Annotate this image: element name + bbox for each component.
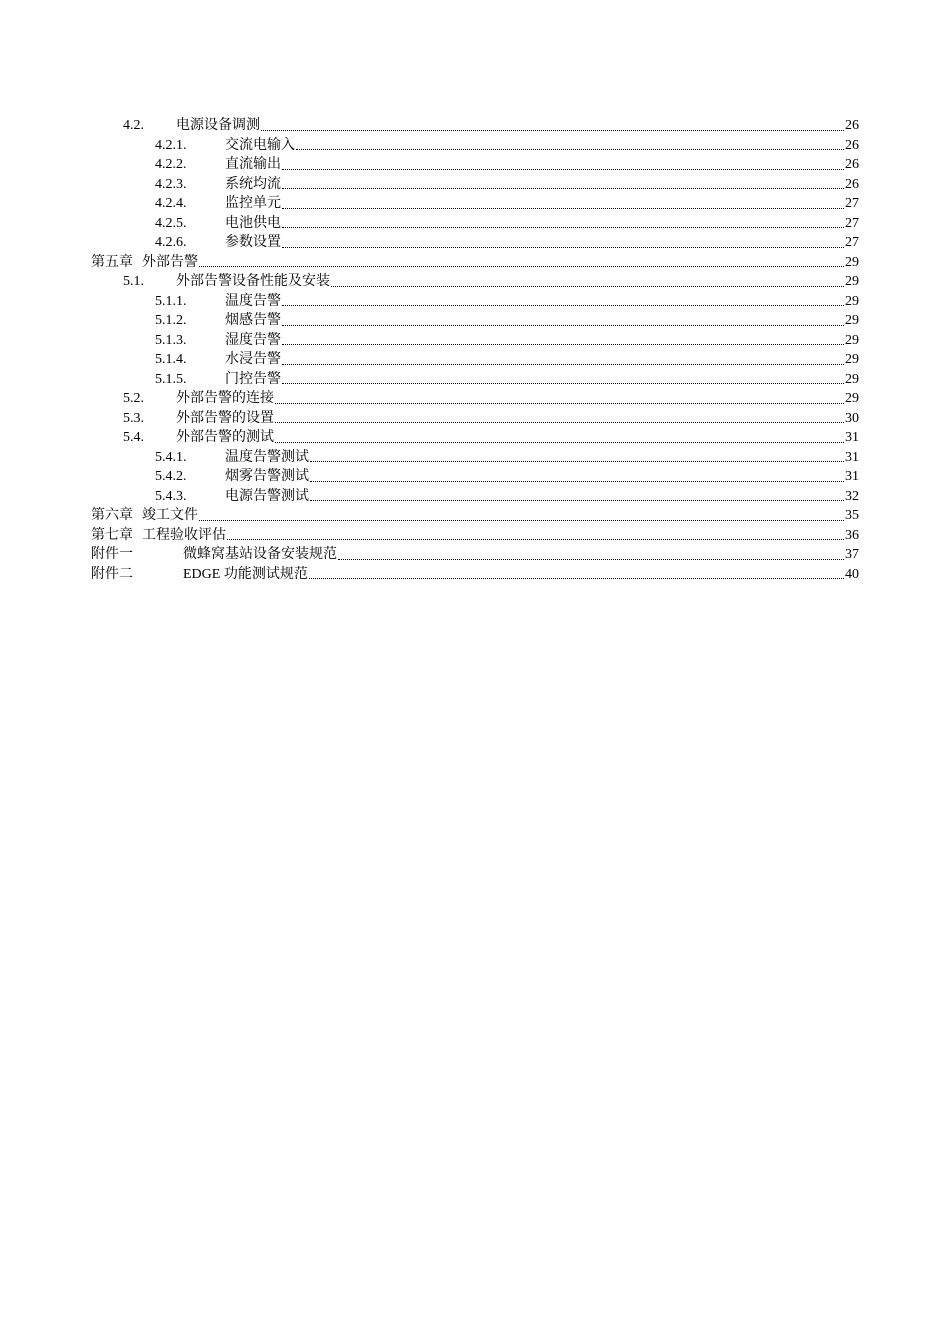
dot-leader bbox=[275, 422, 844, 423]
toc-entry-title: 微蜂窝基站设备安装规范 bbox=[183, 547, 337, 562]
toc-entry[interactable] bbox=[91, 389, 859, 409]
dot-leader bbox=[275, 442, 844, 443]
toc-entry[interactable] bbox=[91, 448, 859, 468]
toc-entry-page-number: 32 bbox=[845, 488, 859, 504]
toc-entry-number: 5.1.5. bbox=[155, 371, 187, 387]
dot-leader bbox=[199, 266, 844, 267]
toc-entry-title: 外部告警的连接 bbox=[176, 391, 274, 406]
toc-entry-page-number: 29 bbox=[845, 391, 859, 406]
toc-entry-title: 交流电输入 bbox=[225, 137, 295, 153]
toc-entry-page-number: 29 bbox=[845, 352, 859, 367]
toc-entry-page-number: 29 bbox=[845, 293, 859, 309]
toc-entry-title: 电源设备调测 bbox=[176, 118, 260, 133]
dot-leader bbox=[227, 539, 844, 540]
toc-entry-title: 水浸告警 bbox=[225, 352, 281, 367]
toc-entry-title: 温度告警测试 bbox=[225, 449, 309, 465]
toc-entry-page-number: 37 bbox=[845, 547, 859, 562]
toc-entry-number: 5.4.2. bbox=[155, 469, 187, 484]
toc-entry[interactable] bbox=[91, 155, 859, 175]
toc-entry-number: 4.2.1. bbox=[155, 137, 187, 153]
toc-entry-number: 5.1. bbox=[123, 274, 144, 289]
toc-entry-number: 附件一 bbox=[91, 547, 133, 562]
toc-entry-page-number: 26 bbox=[845, 137, 859, 153]
toc-entry-title: 工程验收评估 bbox=[142, 527, 226, 543]
toc-entry-number: 5.1.2. bbox=[155, 313, 187, 328]
toc-entry-page-number: 26 bbox=[845, 176, 859, 192]
dot-leader bbox=[282, 305, 844, 306]
dot-leader bbox=[310, 461, 844, 462]
toc-entry-title: 外部告警的设置 bbox=[176, 410, 274, 426]
toc-entry-title: 温度告警 bbox=[225, 293, 281, 309]
toc-entry-number: 4.2.6. bbox=[155, 235, 187, 250]
toc-entry-title: 竣工文件 bbox=[142, 508, 198, 523]
toc-entry[interactable] bbox=[91, 467, 859, 487]
dot-leader bbox=[282, 364, 844, 365]
toc-entry-page-number: 31 bbox=[845, 449, 859, 465]
toc-entry-number: 5.4. bbox=[123, 430, 144, 445]
dot-leader bbox=[282, 188, 844, 189]
toc-entry-number: 5.4.3. bbox=[155, 488, 187, 504]
toc-entry[interactable] bbox=[91, 487, 859, 507]
toc-entry-page-number: 27 bbox=[845, 215, 859, 231]
dot-leader bbox=[309, 578, 844, 579]
toc-entry-number: 4.2. bbox=[123, 118, 144, 133]
toc-entry[interactable] bbox=[91, 214, 859, 234]
dot-leader bbox=[282, 208, 844, 209]
toc-entry-number: 4.2.2. bbox=[155, 157, 187, 172]
dot-leader bbox=[282, 227, 844, 228]
toc-entry[interactable] bbox=[91, 233, 859, 253]
toc-entry-title: 系统均流 bbox=[225, 176, 281, 192]
toc-entry-page-number: 27 bbox=[845, 196, 859, 211]
toc-entry-title: 门控告警 bbox=[225, 371, 281, 387]
toc-entry-page-number: 40 bbox=[845, 566, 859, 582]
table-of-contents bbox=[91, 116, 859, 584]
dot-leader bbox=[282, 344, 844, 345]
dot-leader bbox=[331, 286, 844, 287]
dot-leader bbox=[275, 403, 844, 404]
toc-entry-page-number: 30 bbox=[845, 410, 859, 426]
dot-leader bbox=[338, 559, 844, 560]
toc-entry-number: 5.3. bbox=[123, 410, 144, 426]
toc-entry-number: 4.2.5. bbox=[155, 215, 187, 231]
toc-entry-number: 4.2.3. bbox=[155, 176, 187, 192]
toc-entry-title: 外部告警设备性能及安装 bbox=[176, 274, 330, 289]
toc-entry-page-number: 27 bbox=[845, 235, 859, 250]
toc-entry-title: 烟感告警 bbox=[225, 313, 281, 328]
toc-entry-number: 4.2.4. bbox=[155, 196, 187, 211]
toc-entry-number: 5.4.1. bbox=[155, 449, 187, 465]
toc-entry[interactable] bbox=[91, 194, 859, 214]
toc-entry-number: 5.1.1. bbox=[155, 293, 187, 309]
toc-entry-number: 5.1.4. bbox=[155, 352, 187, 367]
toc-entry-title: 直流输出 bbox=[225, 157, 281, 172]
toc-entry[interactable] bbox=[91, 292, 859, 312]
toc-entry-page-number: 29 bbox=[845, 371, 859, 387]
dot-leader bbox=[282, 325, 844, 326]
toc-entry-page-number: 29 bbox=[845, 332, 859, 348]
toc-entry[interactable] bbox=[91, 506, 859, 526]
toc-entry-title: 电源告警测试 bbox=[225, 488, 309, 504]
toc-entry-title: 外部告警的测试 bbox=[176, 430, 274, 445]
dot-leader bbox=[296, 149, 844, 150]
toc-entry[interactable] bbox=[91, 311, 859, 331]
toc-entry-title: 湿度告警 bbox=[225, 332, 281, 348]
dot-leader bbox=[282, 247, 844, 248]
toc-entry-title: 监控单元 bbox=[225, 196, 281, 211]
toc-entry-page-number: 29 bbox=[845, 254, 859, 270]
toc-entry-page-number: 29 bbox=[845, 313, 859, 328]
toc-entry[interactable] bbox=[91, 370, 859, 390]
toc-entry-number: 5.2. bbox=[123, 391, 144, 406]
dot-leader bbox=[282, 383, 844, 384]
toc-entry-number: 第五章 bbox=[91, 254, 133, 270]
toc-entry-number: 第七章 bbox=[91, 527, 133, 543]
toc-entry[interactable] bbox=[91, 136, 859, 156]
toc-entry-title: 外部告警 bbox=[142, 254, 198, 270]
toc-entry[interactable] bbox=[91, 175, 859, 195]
toc-entry-page-number: 31 bbox=[845, 469, 859, 484]
toc-entry-title: EDGE 功能测试规范 bbox=[183, 566, 308, 582]
dot-leader bbox=[310, 500, 844, 501]
dot-leader bbox=[310, 481, 844, 482]
toc-entry-number: 附件二 bbox=[91, 566, 133, 582]
toc-entry-title: 参数设置 bbox=[225, 235, 281, 250]
toc-entry-page-number: 26 bbox=[845, 118, 859, 133]
dot-leader bbox=[282, 169, 844, 170]
toc-entry[interactable] bbox=[91, 350, 859, 370]
toc-entry[interactable] bbox=[91, 545, 859, 565]
toc-entry-page-number: 26 bbox=[845, 157, 859, 172]
toc-entry-title: 烟雾告警测试 bbox=[225, 469, 309, 484]
toc-entry[interactable] bbox=[91, 331, 859, 351]
toc-entry[interactable] bbox=[91, 565, 859, 585]
toc-entry-number: 第六章 bbox=[91, 508, 133, 523]
toc-entry-page-number: 36 bbox=[845, 527, 859, 543]
toc-entry-title: 电池供电 bbox=[225, 215, 281, 231]
toc-entry[interactable] bbox=[91, 272, 859, 292]
dot-leader bbox=[261, 130, 844, 131]
toc-entry-page-number: 31 bbox=[845, 430, 859, 445]
toc-entry[interactable] bbox=[91, 409, 859, 429]
toc-entry-page-number: 29 bbox=[845, 274, 859, 289]
toc-entry-number: 5.1.3. bbox=[155, 332, 187, 348]
dot-leader bbox=[199, 520, 844, 521]
toc-entry[interactable] bbox=[91, 116, 859, 136]
toc-entry[interactable] bbox=[91, 526, 859, 546]
toc-entry-page-number: 35 bbox=[845, 508, 859, 523]
toc-entry[interactable] bbox=[91, 253, 859, 273]
toc-entry[interactable] bbox=[91, 428, 859, 448]
